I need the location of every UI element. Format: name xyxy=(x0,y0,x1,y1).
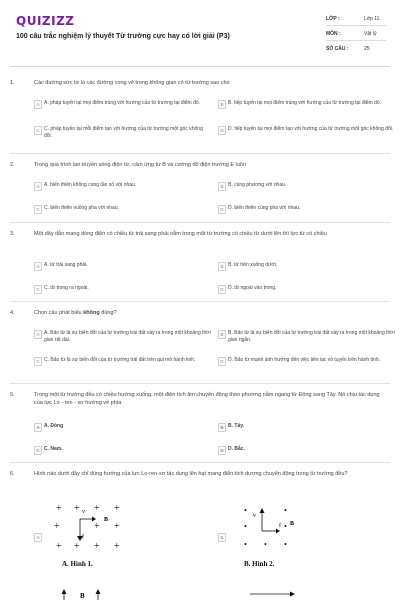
option-letter-box: A xyxy=(34,423,42,432)
vector-v-label: v xyxy=(253,513,256,519)
worksheet-title: 100 câu trắc nghiệm lý thuyết Từ trường cực hay có lời giải (P3) xyxy=(16,33,230,40)
meta-value-subject: Vật lý xyxy=(364,31,377,37)
meta-label-count: SỐ CÂU : xyxy=(326,46,349,52)
option-letter-box: B xyxy=(218,423,226,432)
vector-b-label: B xyxy=(290,521,295,527)
option-text: A. Bão từ là sự biến đổi của từ trường trái đất xảy ra trong một khoảng thời gian rất dài. xyxy=(44,330,211,343)
meta-value-count: 25 xyxy=(364,46,370,52)
plus-sign: + xyxy=(94,521,100,532)
option-letter-box: C xyxy=(34,285,42,294)
quizizz-logo: QUIZIZZ xyxy=(16,14,75,28)
question-divider xyxy=(10,222,390,223)
option-letter-box: D xyxy=(218,357,226,366)
option-text: A. từ trái sang phải. xyxy=(44,262,88,268)
meta-divider xyxy=(326,40,386,41)
option-text: B. Bão từ là sự biến đổi của từ trường trái đất xảy ra trong một khoảng thời gian ngắn. xyxy=(228,330,395,343)
option-letter-box: B xyxy=(218,533,226,542)
option-text: C. Nam. xyxy=(44,446,63,452)
dot-symbol: • xyxy=(244,522,247,531)
option-text: A. pháp tuyến tại mọi điểm trùng với hướng của từ trường tại điểm đó. xyxy=(44,100,201,106)
plus-sign: + xyxy=(94,541,100,552)
vector-f-label: f xyxy=(82,534,84,540)
question-number: 1. xyxy=(10,80,15,86)
plus-sign: + xyxy=(94,503,100,514)
plus-sign: + xyxy=(114,541,120,552)
dot-symbol: • xyxy=(244,540,247,549)
option-letter-box: D xyxy=(218,285,226,294)
option-text: C. từ trong ra ngoài. xyxy=(44,285,89,291)
option-text: C. Bão từ là sự biến đổi của từ trường trái đất trên qui mô hành tinh. xyxy=(44,357,196,363)
option-text: B. cùng phương với nhau. xyxy=(228,182,287,188)
option-letter-box: B xyxy=(218,262,226,271)
option-letter-box: B xyxy=(218,182,226,191)
worksheet-header xyxy=(0,0,400,62)
plus-sign: + xyxy=(74,503,80,514)
plus-sign: + xyxy=(54,521,60,532)
plus-sign: + xyxy=(114,521,120,532)
question-divider xyxy=(10,462,390,463)
question-text: Trong quá trình lan truyền sóng điện từ, cảm ứng từ B và cường độ điện trường E luôn xyxy=(34,162,246,168)
option-letter-box: D xyxy=(218,205,226,214)
figure-1-caption: A. Hình 1. xyxy=(62,560,93,568)
arrow-head-icon xyxy=(260,508,265,513)
option-letter-box: C xyxy=(34,205,42,214)
option-letter-box: A xyxy=(34,533,42,542)
figure-3-partial xyxy=(50,588,130,600)
option-text: D. Bão từ mạnh ảnh hưởng đến việc liên lạc vô tuyến trên hành tinh. xyxy=(228,357,381,363)
option-text: D. biến thiên cùng pha với nhau. xyxy=(228,205,301,211)
question-number: 3. xyxy=(10,231,15,237)
option-b[interactable] xyxy=(218,533,226,543)
figure-4-partial xyxy=(240,588,320,600)
vector-f-label: f xyxy=(279,523,281,529)
option-letter-box: A xyxy=(34,330,42,339)
arrow-head-icon xyxy=(62,589,67,594)
question-text: Một dây dẫn mang dòng điện có chiều từ trái sang phải nằm trong một từ trường có chiều từ dưới lên thì lực từ có chiều xyxy=(34,231,327,237)
header-divider xyxy=(10,66,390,67)
vector-v-label: v xyxy=(82,509,85,515)
figure-2-diagram xyxy=(238,503,318,555)
option-a[interactable] xyxy=(34,533,42,543)
question-number: 2. xyxy=(10,162,15,168)
question-text-before: Chọn câu phát biểu xyxy=(34,310,84,316)
plus-sign: + xyxy=(56,503,62,514)
option-text: B. Tây. xyxy=(228,423,245,429)
meta-value-class: Lớp 11 xyxy=(364,16,380,22)
option-letter-box: A xyxy=(34,262,42,271)
option-letter-box: A xyxy=(34,182,42,191)
question-number: 4. xyxy=(10,310,15,316)
meta-label-class: LỚP : xyxy=(326,16,340,22)
figure-1-diagram xyxy=(50,501,140,557)
option-text: B. từ trên xuống dưới. xyxy=(228,262,278,268)
option-text: C. biến thiên vuông pha với nhau. xyxy=(44,205,119,211)
question-divider xyxy=(10,153,390,154)
option-text: D. từ ngoài vào trong. xyxy=(228,285,277,291)
option-text: C. pháp tuyến tại mỗi điểm tạo với hướng của từ trường một góc không đổi. xyxy=(44,126,203,139)
option-letter-box: D xyxy=(218,446,226,455)
option-text: B. tiếp tuyến tại mọi điểm trùng với hướng của từ trường tại điểm đó. xyxy=(228,100,382,106)
option-letter-box: D xyxy=(218,126,226,135)
question-text xyxy=(34,310,384,318)
option-letter-box: B xyxy=(218,100,226,109)
option-text: D. tiếp tuyến tại mọi điểm tạo với hướng của từ trường một góc không đổi. xyxy=(228,126,394,132)
dot-symbol: • xyxy=(284,540,287,549)
question-divider xyxy=(10,301,390,302)
question-text: Các đường sức từ là các đường cong vẽ trong không gian có từ trường sao cho xyxy=(34,80,230,86)
option-text: A. Đông xyxy=(44,423,64,429)
arrow-head-icon xyxy=(96,589,101,594)
dot-symbol: • xyxy=(284,522,287,531)
vector-b-label: B xyxy=(80,592,85,600)
plus-sign: + xyxy=(74,541,80,552)
dot-symbol: • xyxy=(284,506,287,515)
option-text: A. biến thiên không cùng tần số với nhau. xyxy=(44,182,137,188)
option-letter-box: C xyxy=(34,357,42,366)
question-text-emphasis: không xyxy=(83,310,100,316)
question-divider xyxy=(10,383,390,384)
option-letter-box: B xyxy=(218,330,226,339)
question-number: 5. xyxy=(10,392,15,398)
question-text: Hình nào dưới đây chỉ đúng hướng của lực Lo-ren-xơ tác dụng lên hạt mang điện tích dương chuyển động trong từ trường đều? xyxy=(34,471,348,477)
meta-label-subject: MÔN : xyxy=(326,31,341,37)
question-text: Trong một từ trường đều có chiều hướng xuống, một điện tích âm chuyển động theo phương nằm ngang từ Đông sang Tây. Nó chịu tác dụng của lực Lo - ren - xơ hướng về phía xyxy=(34,392,380,406)
arrow-head-icon xyxy=(276,529,280,534)
question-number: 6. xyxy=(10,471,15,477)
option-letter-box: A xyxy=(34,100,42,109)
meta-divider xyxy=(326,25,386,26)
vector-b-label: B xyxy=(104,517,109,523)
dot-symbol: • xyxy=(244,506,247,515)
question-text-after: đúng? xyxy=(99,310,117,316)
plus-sign: + xyxy=(114,503,120,514)
plus-sign: + xyxy=(56,541,62,552)
figure-2-caption: B. Hình 2. xyxy=(244,560,275,568)
dot-symbol: • xyxy=(264,540,267,549)
arrow-head-icon xyxy=(290,592,295,597)
option-text: D. Bắc. xyxy=(228,446,245,452)
option-letter-box: C xyxy=(34,446,42,455)
option-letter-box: C xyxy=(34,126,42,135)
